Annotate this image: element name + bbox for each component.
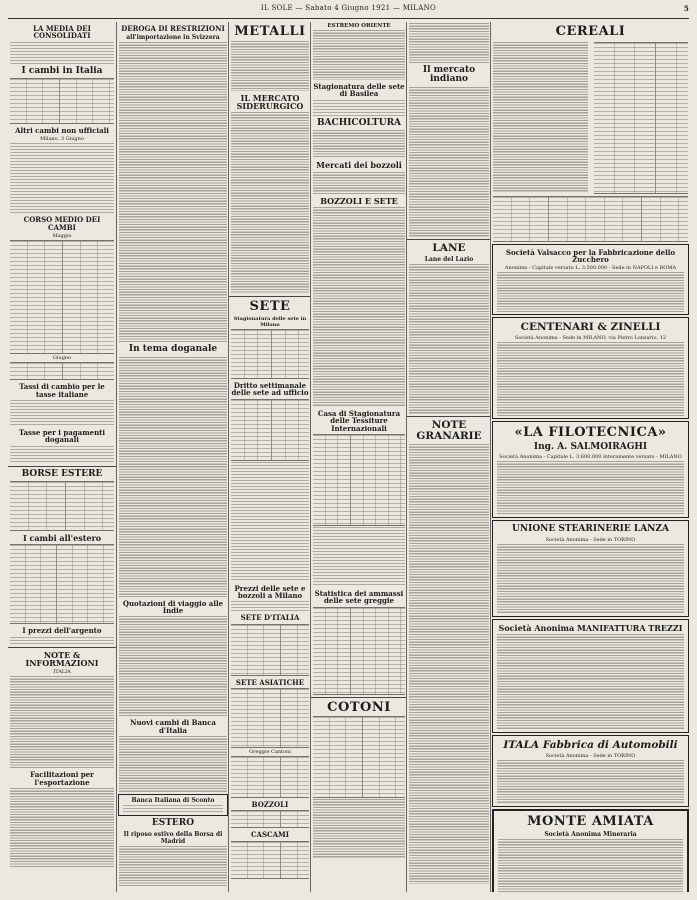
divider <box>311 697 407 698</box>
month-label: Giugno <box>52 355 72 362</box>
subheading-milano-date: Milano, 3 Giugno <box>40 136 84 143</box>
heading-nuovi-cambi: Nuovi cambi di Banca d'Italia <box>130 718 216 735</box>
column-4 <box>310 22 407 892</box>
heading-estremo-oriente: ESTREMO ORIENTE <box>327 23 391 29</box>
heading-filotecnica: «LA FILOTECNICA» <box>514 425 667 441</box>
heading-prezzi-argento: I prezzi dell'argento <box>22 626 102 636</box>
heading-mercato-siderurgico: IL MERCATO SIDERURGICO <box>236 92 304 112</box>
text-block <box>493 42 588 192</box>
heading-cascami: CASCAMI <box>250 830 290 840</box>
text-block <box>313 527 405 587</box>
table-greggie-cantoni <box>231 756 309 798</box>
text-block <box>119 616 227 716</box>
heading-stearinerie-lanza: UNIONE STEARINERIE LANZA <box>512 524 669 535</box>
heading-corso-medio: CORSO MEDIO DEI CAMBI <box>23 215 101 232</box>
text-block <box>10 637 114 645</box>
text-block <box>119 736 227 792</box>
heading-sete-italia: SETE D'ITALIA <box>240 613 300 623</box>
heading-centenari-zinelli: CENTENARI & ZINELLI <box>520 321 661 334</box>
table-cotoni <box>313 716 405 798</box>
text-block <box>409 264 489 414</box>
heading-cambi-non-ufficiali: Altri cambi non ufficiali <box>15 126 109 136</box>
text-block <box>231 601 309 611</box>
heading-consolidati: LA MEDIA DEI CONSOLIDATI <box>33 24 91 41</box>
text-block <box>313 172 405 194</box>
subheading-salmoiraghi: Ing. A. SALMOIRAGHI <box>533 441 648 452</box>
heading-sete: SETE <box>249 299 291 315</box>
subheading-valsacco: Anonima - Capitale versato L. 3.500.000 - Sede in NAPOLI e ROMA <box>504 265 677 272</box>
heading-estero: ESTERO <box>151 818 195 829</box>
heading-tassi-cambio: Tassi di cambio per le tasse italiane <box>19 382 105 399</box>
ad-valsacco <box>492 244 689 316</box>
table-statistica-ammassi <box>313 607 405 695</box>
subheading-stagionatura-milano: Stagionatura delle sete in Milano <box>233 316 307 329</box>
subheading-italia: ITALIA <box>53 669 71 676</box>
table-cereali-bottom <box>493 196 688 242</box>
text-block <box>231 112 309 294</box>
heading-quotazioni-indie: Quotazioni di viaggio alle Indie <box>122 598 224 616</box>
text-block <box>231 462 309 582</box>
table-bozzoli <box>231 810 309 828</box>
table-casa-stagionatura <box>313 434 405 526</box>
text-block <box>10 446 114 464</box>
table-dritto-settimanale <box>231 399 309 461</box>
text-block <box>409 23 489 63</box>
text-block <box>409 444 489 884</box>
heading-note-informazioni: NOTE & INFORMAZIONI <box>25 649 99 669</box>
heading-sete-asiatiche: SETE ASIATICHE <box>235 677 305 687</box>
table-corso-medio <box>10 240 114 354</box>
masthead-title: IL SOLE — Sabato 4 Giugno 1921 — MILANO <box>260 4 437 12</box>
table-cereali <box>594 42 689 194</box>
subheading-filotecnica: Società Anonima - Capitale L. 3.600.000 interamente versato - MILANO <box>499 454 682 461</box>
ad-filotecnica <box>492 421 689 518</box>
text-block <box>498 839 683 892</box>
heading-mercati-bozzoli: Mercati dei bozzoli <box>316 160 402 171</box>
heading-cotoni: COTONI <box>327 699 391 715</box>
table-corso-medio-giugno <box>10 362 114 380</box>
ad-itala <box>492 735 689 807</box>
divider <box>407 416 491 417</box>
column-6 <box>490 22 690 892</box>
text-block <box>10 400 114 426</box>
heading-banca-sconto: Banca Italiana di Sconto <box>131 797 215 805</box>
text-block <box>497 760 684 804</box>
text-block <box>313 207 405 407</box>
text-block <box>119 846 227 886</box>
table-cambi-italia <box>10 78 114 124</box>
text-block <box>123 805 223 813</box>
divider <box>407 239 491 240</box>
heading-metalli: METALLI <box>234 24 306 39</box>
text-block <box>10 42 114 64</box>
subheading-monte-amiata: Società Anonima Mineraria <box>544 830 637 838</box>
text-block <box>497 342 684 416</box>
text-block <box>313 100 405 116</box>
heading-dritto-settimanale: Dritto settimanale delle sete ad ufficio <box>231 381 309 398</box>
table-cascami <box>231 841 309 879</box>
divider <box>229 296 311 297</box>
ad-monte-amiata <box>492 809 689 892</box>
subheading-stearinerie: Società Anonima - Sede in TORINO <box>545 536 636 543</box>
subheading-lane-lazio: Lane del Lazio <box>424 255 474 263</box>
text-block <box>119 42 227 342</box>
cereali-text <box>491 41 590 195</box>
table-borse-estere <box>10 481 114 531</box>
heading-deroga-restrizioni: DEROGA DI RESTRIZIONI <box>121 24 225 33</box>
text-block <box>497 272 684 312</box>
masthead <box>8 4 689 18</box>
ad-stearinerie-lanza <box>492 520 689 616</box>
column-3 <box>228 22 311 892</box>
text-block <box>10 788 114 868</box>
text-block <box>313 130 405 158</box>
divider <box>8 647 116 648</box>
text-block <box>231 41 309 91</box>
heading-tasse-doganali: Tasse per i pagamenti doganali <box>18 427 106 445</box>
heading-cambi-estero: I cambi all'estero <box>22 532 102 543</box>
heading-statistica-ammassi: Statistica dei ammassi delle sete greggie <box>314 588 404 606</box>
box-banca-sconto <box>118 794 228 816</box>
heading-borse-estere: BORSE ESTERE <box>21 468 103 479</box>
divider <box>8 466 116 467</box>
heading-prezzi-sete-bozzoli: Prezzi delle sete e bozzoli a Milano <box>234 583 306 601</box>
cereali-prices <box>592 41 691 195</box>
ad-manifattura-trezzi <box>492 619 689 733</box>
page-number: 5 <box>683 4 689 13</box>
text-block <box>313 799 405 859</box>
heading-itala: ITALA Fabbrica di Automobili <box>503 739 678 752</box>
heading-cambi-italia: I cambi in Italia <box>21 65 103 76</box>
heading-bachicoltura: BACHICOLTURA <box>316 117 402 128</box>
text-block <box>497 634 684 730</box>
column-1 <box>8 22 116 892</box>
text-block <box>119 357 227 597</box>
subheading-centenari: Società Anonima - Sede in MILANO, via Pietro Lonzario, 12 <box>514 335 667 342</box>
text-block <box>10 143 114 213</box>
heading-note-granarie: NOTE GRANARIE <box>416 418 482 442</box>
subheading-greggie-cantoni: Greggie Cantoni <box>249 749 291 756</box>
masthead-rule <box>8 18 689 19</box>
cereali-body <box>491 41 690 195</box>
heading-stagionatura-basilea: Stagionatura delle sete di Basilea <box>313 82 405 99</box>
ad-centenari-zinelli <box>492 317 689 419</box>
text-block <box>497 461 684 515</box>
text-block <box>10 676 114 768</box>
subheading-svizzera: all'importazione in Svizzera <box>126 34 220 42</box>
text-block <box>313 30 405 80</box>
table-cambi-estero <box>10 544 114 624</box>
heading-manifattura-trezzi: Società Anonima MANIFATTURA TREZZI <box>498 622 683 633</box>
heading-casa-stagionatura: Casa di Stagionatura delle Tessiture Internazionali <box>317 408 401 433</box>
heading-bozzoli-sete: BOZZOLI E SETE <box>320 195 398 206</box>
heading-lane: LANE <box>432 241 466 254</box>
text-block <box>409 87 489 237</box>
column-2 <box>116 22 229 892</box>
heading-valsacco: Società Valsacco per la Fabbricazione dello Zucchero <box>505 247 676 264</box>
month-label: Maggio <box>52 233 72 240</box>
heading-facilitazioni: Facilitazioni per l'esportazione <box>30 770 94 787</box>
heading-monte-amiata: MONTE AMIATA <box>527 814 654 830</box>
table-sete-asiatiche <box>231 688 309 748</box>
heading-tema-doganale: In tema doganale <box>128 344 218 355</box>
column-5 <box>406 22 491 892</box>
table-stagionatura <box>231 329 309 379</box>
heading-bozzoli: BOZZOLI <box>251 800 289 810</box>
text-block <box>497 544 684 614</box>
heading-cereali: CEREALI <box>555 24 626 39</box>
subheading-itala: Società Anonima - Sede in TORINO <box>545 753 636 760</box>
subheading-borsa-madrid: Il riposo estivo della Borsa di Madrid <box>123 830 223 845</box>
heading-mercato-indiano: Il mercato indiano <box>422 65 476 85</box>
table-sete-italia <box>231 624 309 676</box>
